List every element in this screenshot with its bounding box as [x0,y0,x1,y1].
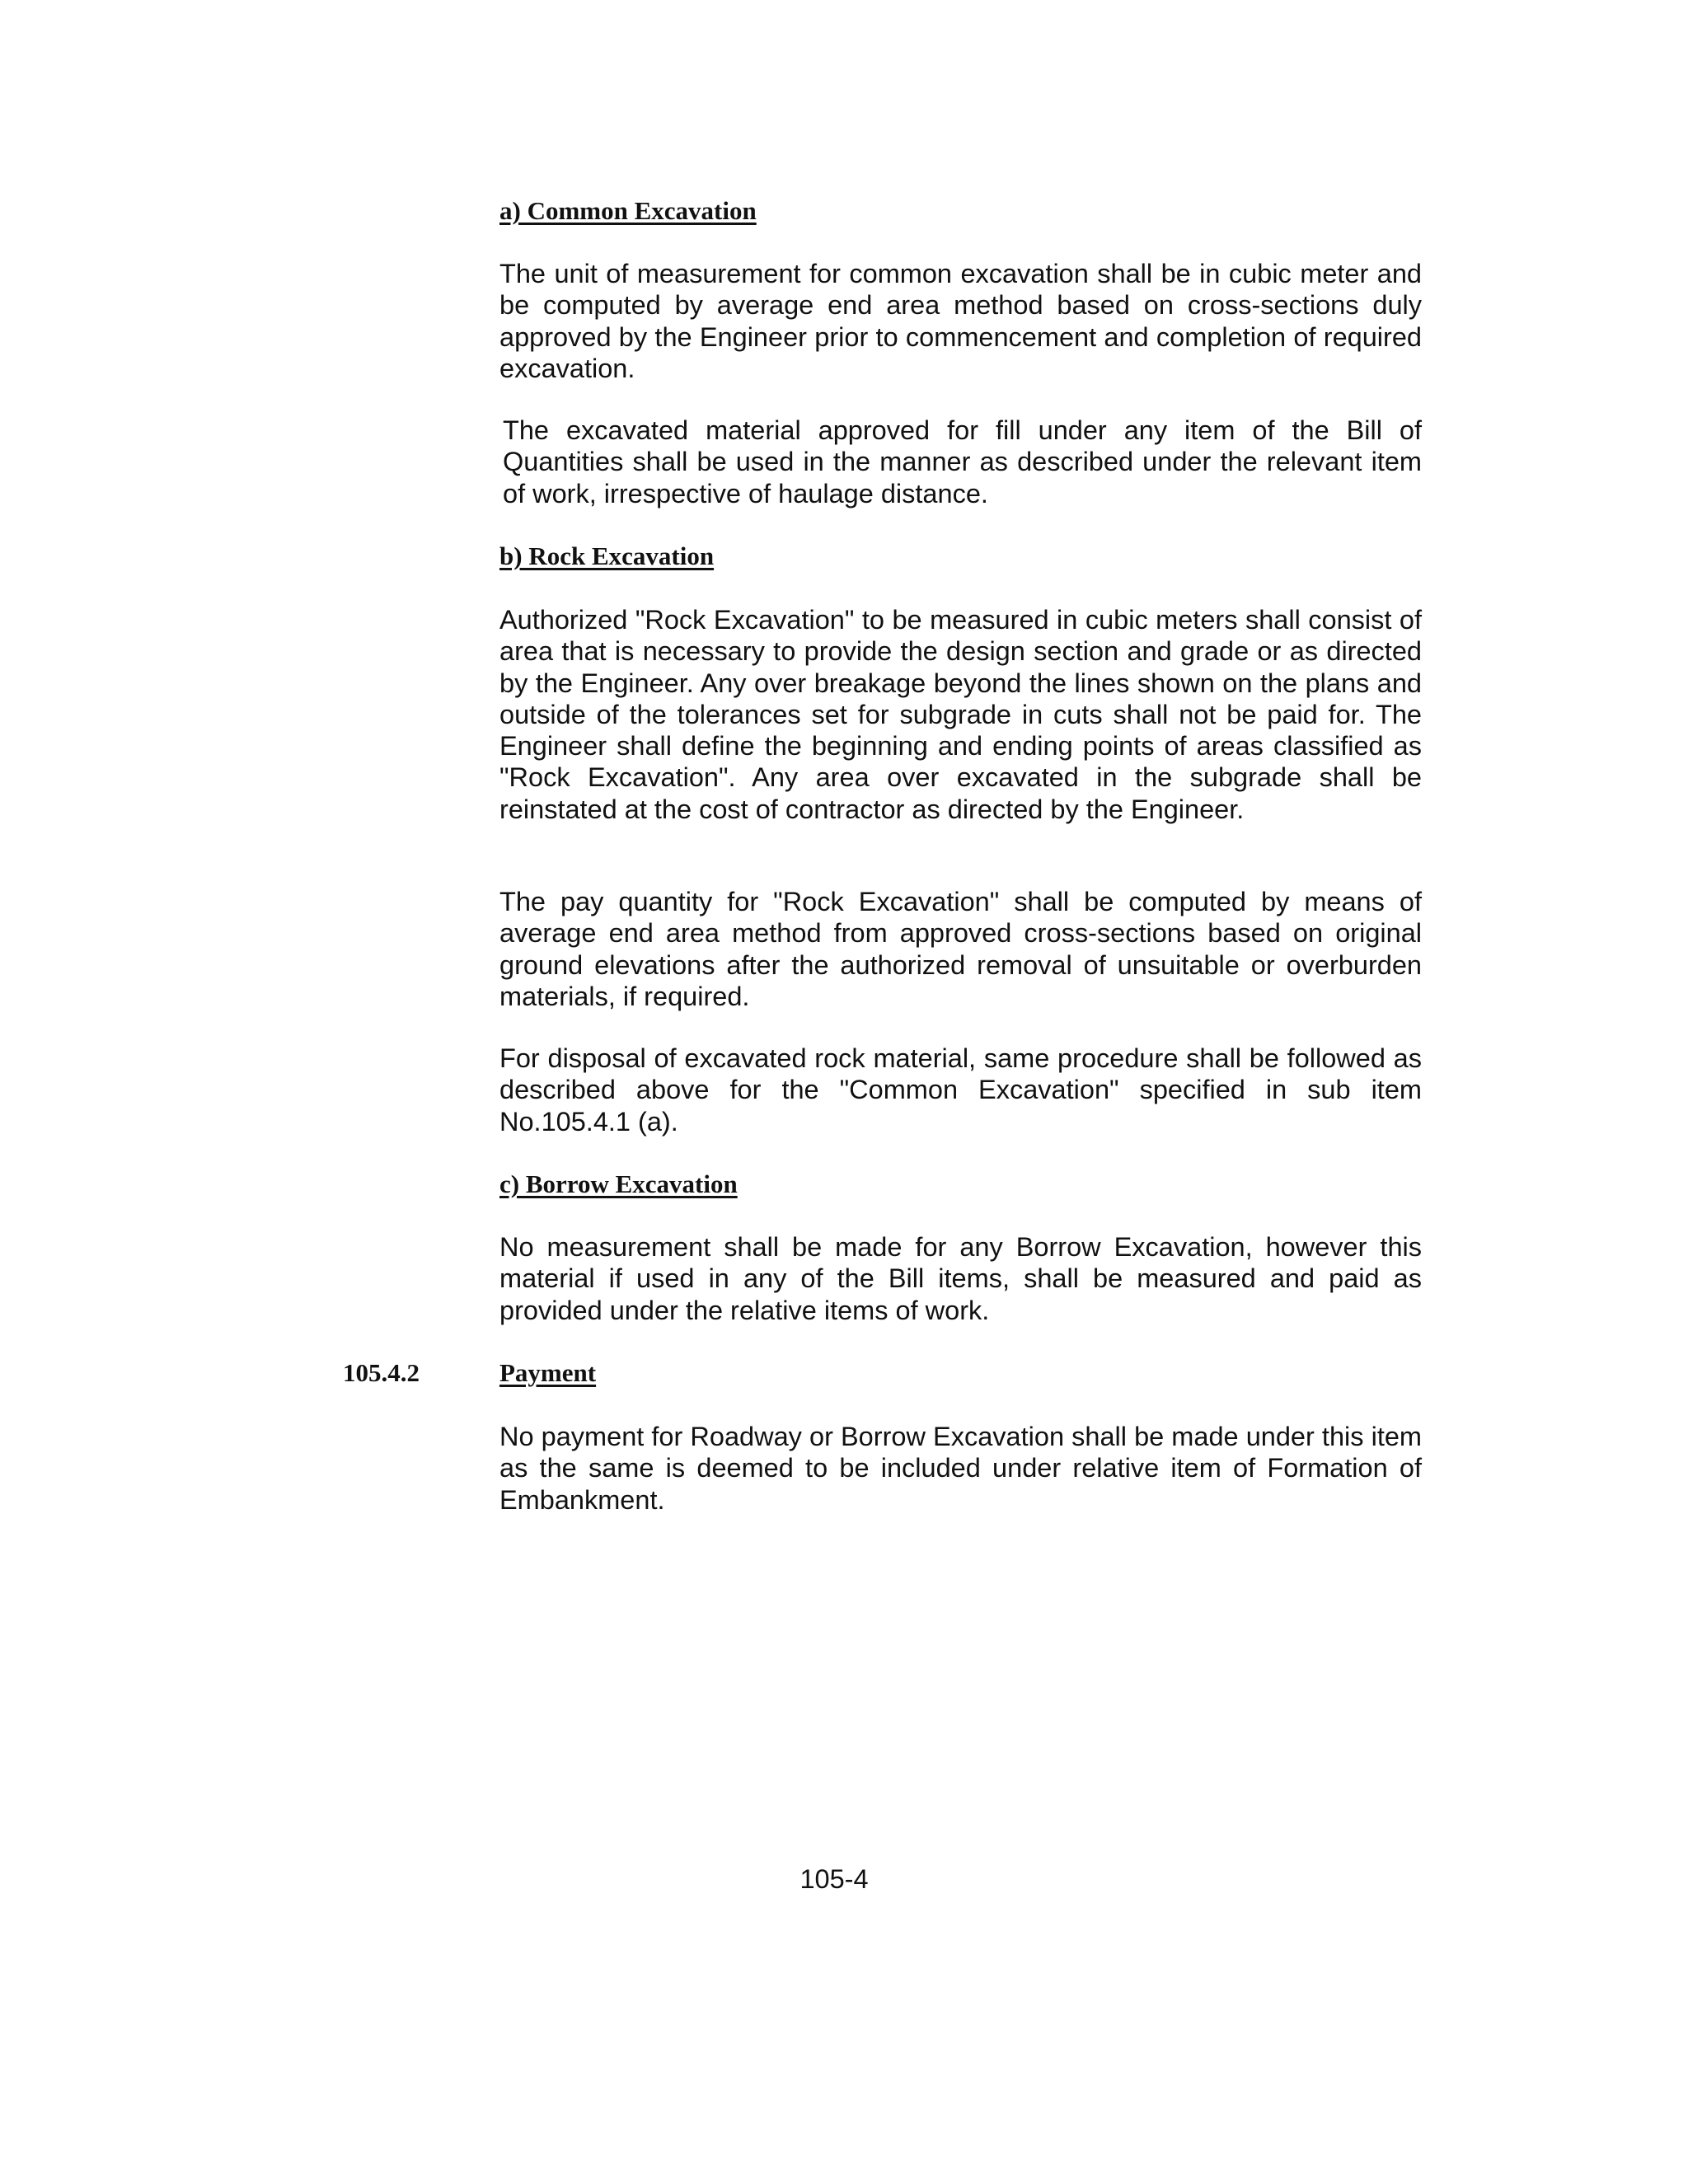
paragraph-rock-excavation-disposal: For disposal of excavated rock material, same procedure shall be followed as described above for the "Common Excavation" specified in sub item No.105.4.1 (a). [499,1043,1422,1137]
paragraph-payment: No payment for Roadway or Borrow Excavation shall be made under this item as the same is deemed to be included under relative item of Formation of Embankment. [499,1422,1422,1515]
heading-payment: Payment [499,1358,597,1387]
paragraph-common-excavation-measurement: The unit of measurement for common excavation shall be in cubic meter and be computed by average end area method based on cross-sections duly approved by the Engineer prior to commencement and completion of required excavation. [499,259,1422,383]
paragraph-borrow-excavation: No measurement shall be made for any Borrow Excavation, however this material if used in any of the Bill items, shall be measured and paid as provided under the relative items of work. [499,1232,1422,1325]
heading-borrow-excavation: c) Borrow Excavation [499,1169,738,1198]
heading-common-excavation: a) Common Excavation [499,196,757,225]
section-number-payment: 105.4.2 [343,1358,420,1387]
heading-rock-excavation: b) Rock Excavation [499,541,715,570]
page-number: 105-4 [799,1864,869,1894]
paragraph-common-excavation-fill: The excavated material approved for fill under any item of the Bill of Quantities shall be used in the manner as described under the relevant item of work, irrespective of haulage distance. [503,415,1422,509]
paragraph-rock-excavation-pay-quantity: The pay quantity for "Rock Excavation" shall be computed by means of average end area method from approved cross-sections based on original ground elevations after the authorized removal of unsuitable or overburden materials, if required. [499,887,1422,1011]
paragraph-rock-excavation-authorized: Authorized "Rock Excavation" to be measured in cubic meters shall consist of area that is necessary to provide the design section and grade or as directed by the Engineer. Any over breakage beyond the lines shown on the plans and outside of the tolerances set for subgrade in cuts shall not be paid for. The Engineer shall define the beginning and ending points of areas classified as "Rock Excavation". Any area over excavated in the subgrade shall be reinstated at the cost of contractor as directed by the Engineer. [499,605,1422,824]
